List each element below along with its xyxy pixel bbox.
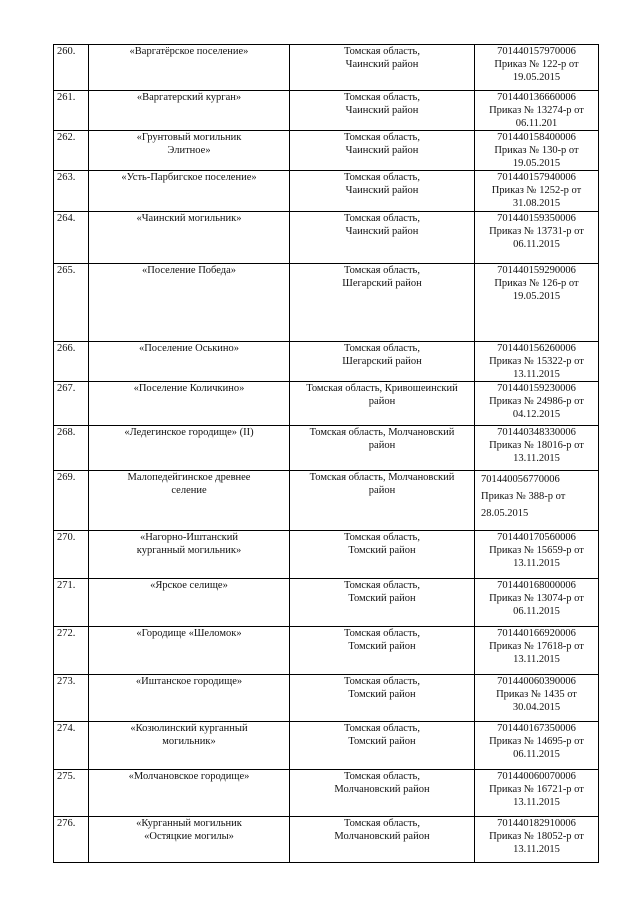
- object-name-line: «Курганный могильник: [136, 818, 242, 829]
- order-reference-line: 06.11.2015: [513, 606, 560, 617]
- object-name-line: «Козюлинский курганный: [130, 723, 248, 734]
- table-row: [54, 675, 599, 722]
- object-location: [290, 342, 475, 382]
- registry-number: 701440168000006: [497, 580, 576, 591]
- object-location-line: Томский район: [348, 736, 416, 747]
- order-reference-line: Приказ № 1435 от: [496, 689, 577, 700]
- object-location-line: Томская область,: [344, 771, 420, 782]
- row-number: 270.: [54, 531, 89, 579]
- order-reference-line: Приказ № 24986-р от: [489, 396, 584, 407]
- registry-info: [475, 770, 599, 817]
- object-location-line: Томская область,: [344, 92, 420, 103]
- row-number: 273.: [54, 675, 89, 722]
- table-row: [54, 45, 599, 91]
- object-location: [290, 722, 475, 770]
- registry-number: 701440159350006: [497, 213, 576, 224]
- order-reference-line: 06.11.201: [515, 118, 558, 129]
- order-reference-line: 13.11.2015: [513, 654, 560, 665]
- registry-number: 701440167350006: [497, 723, 576, 734]
- object-name-line: курганный могильник»: [136, 545, 242, 556]
- registry-info: [475, 817, 599, 863]
- object-location: [290, 426, 475, 471]
- order-reference-line: Приказ № 13274-р от: [489, 105, 584, 116]
- order-reference-line: Приказ № 14695-р от: [489, 736, 584, 747]
- table-body: [54, 45, 599, 863]
- registry-number: 701440156260006: [497, 343, 576, 354]
- table-row: [54, 531, 599, 579]
- order-reference-line: 13.11.2015: [513, 453, 560, 464]
- object-location: [290, 817, 475, 863]
- registry-number: 701440159290006: [497, 265, 576, 276]
- object-location: [290, 212, 475, 264]
- registry-info: [475, 471, 599, 531]
- object-location-line: Томская область,: [344, 132, 420, 143]
- object-location-line: Томская область,: [344, 532, 420, 543]
- row-number: 264.: [54, 212, 89, 264]
- table-row: [54, 171, 599, 212]
- object-location: [290, 531, 475, 579]
- order-reference-line: Приказ № 15659-р от: [489, 545, 584, 556]
- table-row: [54, 131, 599, 171]
- object-name-line: селение: [171, 485, 207, 496]
- object-location-line: Шегарский район: [342, 356, 422, 367]
- registry-number: 701440136660006: [497, 92, 576, 103]
- object-location: [290, 471, 475, 531]
- table-row: [54, 426, 599, 471]
- order-reference-line: 06.11.2015: [513, 239, 560, 250]
- order-reference-line: Приказ № 15322-р от: [489, 356, 584, 367]
- object-location-line: Чаинский район: [345, 185, 419, 196]
- registry-info: [475, 212, 599, 264]
- order-reference-line: Приказ № 16721-р от: [489, 784, 584, 795]
- registry-number: 701440056770006: [481, 474, 560, 485]
- order-reference-line: 19.05.2015: [512, 72, 561, 83]
- object-name-line: «Ярское селище»: [150, 580, 228, 591]
- object-location-line: Чаинский район: [345, 105, 419, 116]
- table-row: [54, 722, 599, 770]
- object-location: [290, 627, 475, 675]
- object-name: [89, 382, 290, 426]
- table-row: [54, 471, 599, 531]
- object-name: [89, 471, 290, 531]
- object-location: [290, 382, 475, 426]
- table-row: [54, 770, 599, 817]
- registry-info: [475, 531, 599, 579]
- registry-number: 701440060070006: [497, 771, 576, 782]
- row-number: 274.: [54, 722, 89, 770]
- order-reference-line: 28.05.2015: [481, 508, 529, 519]
- order-reference-line: Приказ № 18016-р от: [489, 440, 584, 451]
- row-number: 267.: [54, 382, 89, 426]
- object-name-line: «Поселение Количкино»: [133, 383, 245, 394]
- object-location-line: Томский район: [348, 593, 416, 604]
- order-reference-line: Приказ № 122-р от: [494, 59, 579, 70]
- object-location-line: Томский район: [348, 545, 416, 556]
- table-row: [54, 627, 599, 675]
- object-name-line: «Молчановское городище»: [128, 771, 250, 782]
- object-location: [290, 171, 475, 212]
- object-location: [290, 675, 475, 722]
- row-number: 269.: [54, 471, 89, 531]
- object-name-line: «Усть-Парбигское поселение»: [121, 172, 257, 183]
- object-name-line: Элитное»: [167, 145, 211, 156]
- object-location-line: Чаинский район: [345, 59, 419, 70]
- table-row: [54, 264, 599, 342]
- object-location-line: район: [368, 485, 396, 496]
- object-location-line: Томский район: [348, 689, 416, 700]
- registry-info: [475, 675, 599, 722]
- table-row: [54, 91, 599, 131]
- table-row: [54, 342, 599, 382]
- object-name-line: «Остяцкие могилы»: [144, 831, 234, 842]
- object-location-line: Томская область,: [344, 343, 420, 354]
- object-name-line: «Городище «Шеломок»: [136, 628, 242, 639]
- object-name: [89, 91, 290, 131]
- object-location-line: Томская область,: [344, 723, 420, 734]
- object-name-line: «Грунтовый могильник: [136, 132, 242, 143]
- object-name-line: «Нагорно-Иштанский: [139, 532, 239, 543]
- row-number: 271.: [54, 579, 89, 627]
- order-reference-line: 13.11.2015: [513, 369, 560, 380]
- order-reference-line: Приказ № 13074-р от: [489, 593, 584, 604]
- registry-number: 701440166920006: [497, 628, 576, 639]
- registry-info: [475, 382, 599, 426]
- order-reference-line: 13.11.2015: [513, 558, 560, 569]
- object-name: [89, 342, 290, 382]
- object-name-line: «Иштанское городище»: [135, 676, 243, 687]
- table-row: [54, 579, 599, 627]
- row-number: 276.: [54, 817, 89, 863]
- object-location-line: Молчановский район: [334, 831, 430, 842]
- order-reference-line: 13.11.2015: [513, 844, 560, 855]
- registry-info: [475, 426, 599, 471]
- object-location: [290, 131, 475, 171]
- object-name: [89, 264, 290, 342]
- object-name-line: «Варгатёрское поселение»: [129, 46, 249, 57]
- object-name-line: Малопедейгинское древнее: [127, 472, 251, 483]
- registry-info: [475, 264, 599, 342]
- row-number: 260.: [54, 45, 89, 91]
- table-row: [54, 817, 599, 863]
- object-location-line: Томская область,: [344, 46, 420, 57]
- registry-number: 701440182910006: [497, 818, 576, 829]
- object-name: [89, 817, 290, 863]
- object-location-line: Томская область,: [344, 628, 420, 639]
- object-name-line: «Чаинский могильник»: [136, 213, 242, 224]
- row-number: 275.: [54, 770, 89, 817]
- object-location-line: Чаинский район: [345, 145, 419, 156]
- object-location-line: Чаинский район: [345, 226, 419, 237]
- order-reference-line: Приказ № 17618-р от: [489, 641, 584, 652]
- registry-number: 701440159230006: [497, 383, 576, 394]
- row-number: 263.: [54, 171, 89, 212]
- object-location: [290, 91, 475, 131]
- object-name-line: «Ледегинское городище» (II): [124, 427, 254, 438]
- row-number: 272.: [54, 627, 89, 675]
- table-row: [54, 382, 599, 426]
- object-location-line: Томская область,: [344, 213, 420, 224]
- object-location-line: Томская область,: [344, 580, 420, 591]
- object-location: [290, 770, 475, 817]
- registry-number: 701440170560006: [497, 532, 576, 543]
- object-name: [89, 171, 290, 212]
- object-name-line: могильник»: [162, 736, 216, 747]
- order-reference-line: Приказ № 126-р от: [494, 278, 579, 289]
- order-reference-line: 04.12.2015: [512, 409, 561, 420]
- object-name: [89, 131, 290, 171]
- row-number: 268.: [54, 426, 89, 471]
- order-reference-line: 19.05.2015: [512, 291, 561, 302]
- object-location-line: Томская область,: [344, 818, 420, 829]
- object-location: [290, 264, 475, 342]
- object-location-line: Томская область,: [344, 172, 420, 183]
- object-name-line: «Поселение Победа»: [141, 265, 237, 276]
- registry-number: 701440157970006: [497, 46, 576, 57]
- order-reference-line: 06.11.2015: [513, 749, 560, 760]
- registry-number: 701440060390006: [497, 676, 576, 687]
- object-location-line: Томская область,: [344, 265, 420, 276]
- order-reference-line: Приказ № 1252-р от: [491, 185, 582, 196]
- object-location: [290, 45, 475, 91]
- registry-info: [475, 579, 599, 627]
- order-reference-line: Приказ № 388-р от: [481, 491, 566, 502]
- heritage-objects-table: [53, 44, 599, 863]
- object-name: [89, 722, 290, 770]
- object-name: [89, 579, 290, 627]
- registry-info: [475, 45, 599, 91]
- row-number: 265.: [54, 264, 89, 342]
- order-reference-line: 31.08.2015: [512, 198, 561, 209]
- registry-info: [475, 722, 599, 770]
- object-location-line: Томская область,: [344, 676, 420, 687]
- order-reference-line: 19.05.2015: [512, 158, 561, 169]
- object-location-line: Томская область, Кривошеинский: [306, 383, 458, 394]
- registry-info: [475, 342, 599, 382]
- row-number: 266.: [54, 342, 89, 382]
- order-reference-line: Приказ № 18052-р от: [489, 831, 584, 842]
- object-location-line: район: [368, 396, 396, 407]
- registry-info: [475, 627, 599, 675]
- object-location-line: Шегарский район: [342, 278, 422, 289]
- object-name: [89, 212, 290, 264]
- object-name: [89, 770, 290, 817]
- table-row: [54, 212, 599, 264]
- object-name: [89, 627, 290, 675]
- object-name: [89, 675, 290, 722]
- object-location-line: Томский район: [348, 641, 416, 652]
- registry-number: 701440157940006: [497, 172, 576, 183]
- order-reference-line: Приказ № 13731-р от: [489, 226, 584, 237]
- object-location: [290, 579, 475, 627]
- object-name: [89, 45, 290, 91]
- registry-info: [475, 171, 599, 212]
- registry-info: [475, 91, 599, 131]
- object-location-line: Молчановский район: [334, 784, 430, 795]
- row-number: 261.: [54, 91, 89, 131]
- registry-number: 701440158400006: [497, 132, 576, 143]
- object-location-line: Томская область, Молчановский: [309, 427, 455, 438]
- object-name: [89, 531, 290, 579]
- registry-info: [475, 131, 599, 171]
- order-reference-line: 30.04.2015: [512, 702, 561, 713]
- object-name-line: «Варгатерский курган»: [136, 92, 242, 103]
- row-number: 262.: [54, 131, 89, 171]
- registry-number: 701440348330006: [497, 427, 576, 438]
- order-reference-line: Приказ № 130-р от: [494, 145, 579, 156]
- object-name-line: «Поселение Оськино»: [138, 343, 240, 354]
- object-location-line: район: [368, 440, 396, 451]
- object-name: [89, 426, 290, 471]
- object-location-line: Томская область, Молчановский: [309, 472, 455, 483]
- order-reference-line: 13.11.2015: [513, 797, 560, 808]
